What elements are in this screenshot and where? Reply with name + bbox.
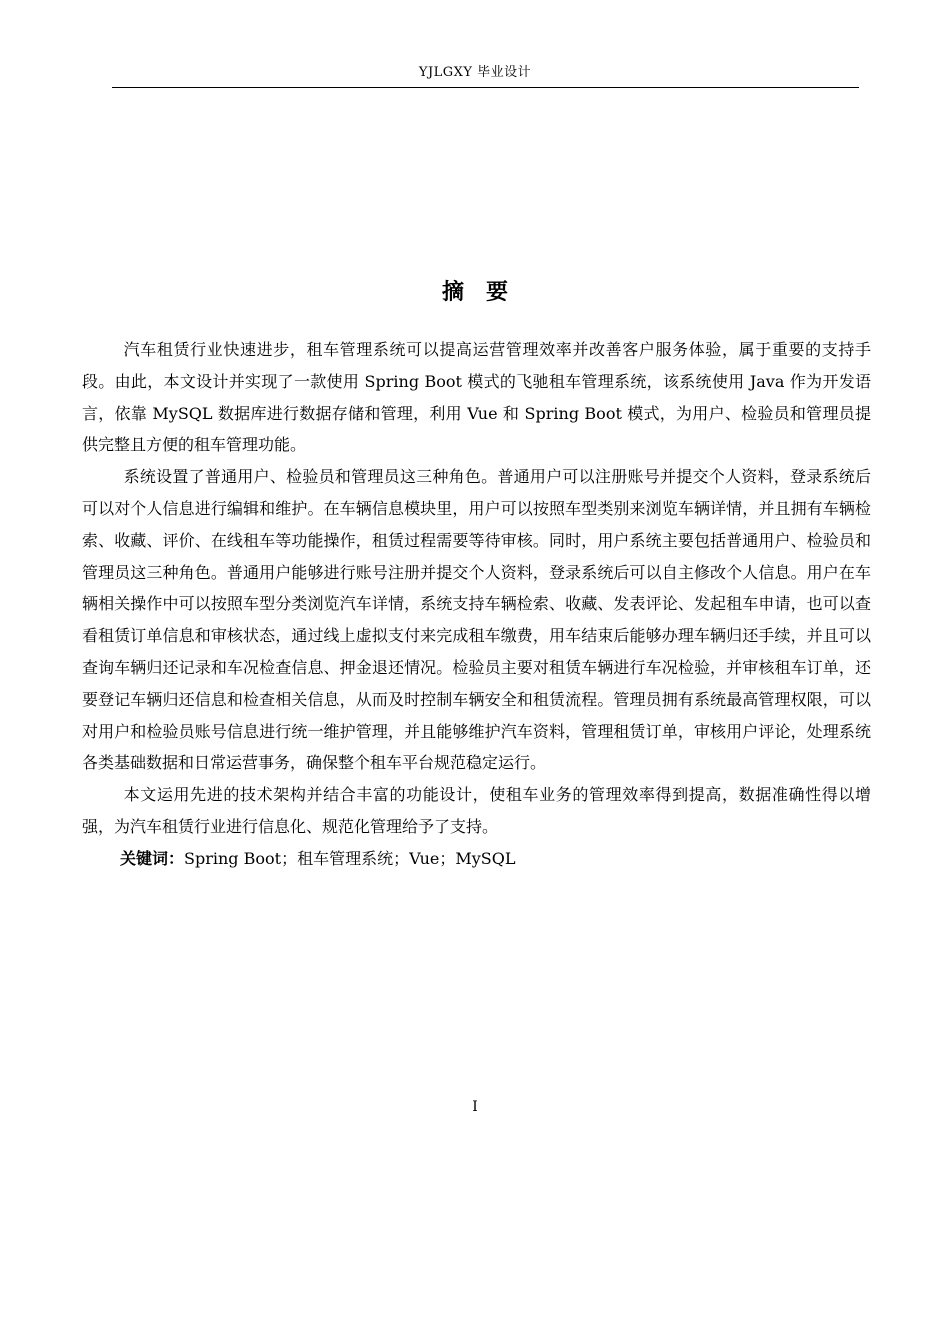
abstract-paragraph-3: 本文运用先进的技术架构并结合丰富的功能设计，使租车业务的管理效率得到提高，数据准确性得以增强，为汽车租赁行业进行信息化、规范化管理给予了支持。 [82, 785, 871, 836]
abstract-title: 摘要 [441, 280, 530, 305]
header-divider [112, 87, 859, 88]
page-number: I [472, 1099, 478, 1115]
page-header: YJLGXY 毕业设计 [418, 65, 532, 80]
keywords-line [82, 843, 871, 875]
abstract-paragraph-1: 汽车租赁行业快速进步，租车管理系统可以提高运营管理效率并改善客户服务体验，属于重要的支持手段。由此，本文设计并实现了一款使用 Spring Boot 模式的飞驰租车管理系统，该系统使用 Java 作为开发语言，依靠 MySQL 数据库进行数据存储和管理，利用 Vue 和 Spring Boot 模式，为用户、检验员和管理员提供完整且方便的租车管理功能。 [82, 340, 871, 455]
keywords-value: Spring Boot；租车管理系统；Vue；MySQL [184, 848, 516, 868]
keywords-label: 关键词： [120, 848, 185, 868]
abstract-body [82, 334, 871, 875]
abstract-paragraph-2: 系统设置了普通用户、检验员和管理员这三种角色。普通用户可以注册账号并提交个人资料，登录系统后可以对个人信息进行编辑和维护。在车辆信息模块里，用户可以按照车型类别来浏览车辆详情，并且拥有车辆检索、收藏、评价、在线租车等功能操作，租赁过程需要等待审核。同时，用户系统主要包括普通用户、检验员和管理员这三种角色。普通用户能够进行账号注册并提交个人资料，登录系统后可以自主修改个人信息。用户在车辆相关操作中可以按照车型分类浏览汽车详情，系统支持车辆检索、收藏、发表评论、发起租车申请，也可以查看租赁订单信息和审核状态，通过线上虚拟支付来完成租车缴费，用车结束后能够办理车辆归还手续，并且可以查询车辆归还记录和车况检查信息、押金退还情况。检验员主要对租赁车辆进行车况检验，并审核租车订单，还要登记车辆归还信息和检查相关信息，从而及时控制车辆安全和租赁流程。管理员拥有系统最高管理权限，可以对用户和检验员账号信息进行统一维护管理，并且能够维护汽车资料，管理租赁订单，审核用户评论，处理系统各类基础数据和日常运营事务，确保整个租车平台规范稳定运行。 [82, 467, 871, 773]
